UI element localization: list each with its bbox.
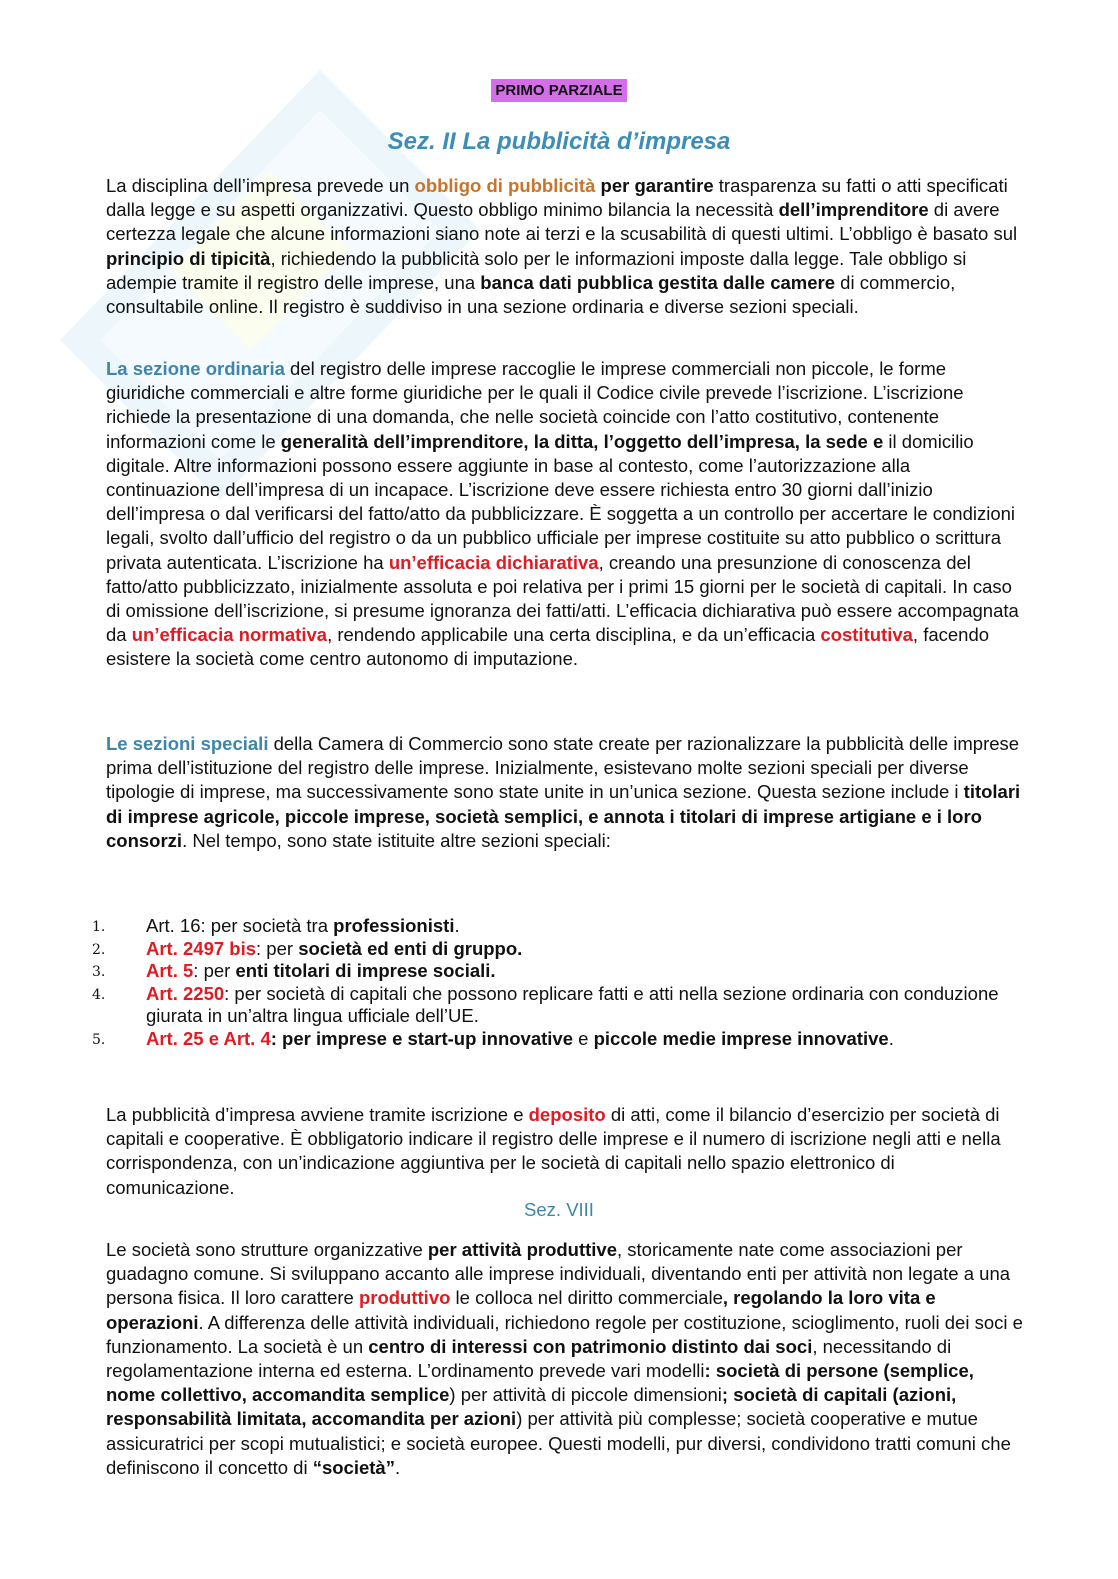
article-ref: Art. 2497 bis [146,937,257,959]
bold-text: banca dati pubblica gestita dalle camere [480,271,836,293]
article-ref: Art. 2250 [146,982,225,1004]
list-number: 4. [92,986,106,1003]
bold-text: ; società di capitali (azioni, responsabilità limitata, accomandita per azioni [106,1384,957,1430]
text: : per società di capitali che possono replicare fatti e atti nella sezione ordinaria con conduzione giurata in un’altra lingua ufficiale dell’UE. [146,982,999,1026]
text: La pubblicità d’impresa avviene tramite iscrizione e [106,1104,529,1125]
section-heading-viii: Sez. VIII [524,1199,594,1220]
text: le colloca nel diritto commerciale [450,1287,723,1309]
bold-text: titolari di imprese agricole, piccole imprese, società semplici, e annota i titolari di imprese artigiane e i loro consorzi [106,781,1021,851]
bold-text: , regolando la loro vita e operazioni [106,1287,936,1333]
bold-text: professionisti [333,915,455,936]
bold-text: enti titolari di imprese sociali. [235,960,496,981]
article-ref: Art. 25 e Art. 4 [146,1027,271,1049]
list-item [0,915,1030,938]
bold-text: principio di tipicità [106,247,271,269]
article-ref: Art. 16 [146,915,201,936]
text: . Nel tempo, sono state istituite altre sezioni speciali: [182,829,611,851]
bold-text: centro di interessi con patrimonio distinto dai soci [368,1335,813,1357]
text: . A differenza delle attività individuali, richiedono regole per costituzione, scioglimento, ruoli dei soci e funzionamento. La società è un [106,1311,1023,1357]
bold-text: piccole medie imprese innovative [593,1027,889,1049]
highlight-obbligo: obbligo di pubblicità [414,175,596,196]
bold-text: : società di persone (semplice, nome collettivo, accomandita semplice [106,1360,974,1406]
article-ref: Art. 5 [146,960,194,981]
text: ) per attività più complesse; società cooperative e mutue assicuratrici per scopi mutualistici; e società europee. Questi modelli, pur diversi, condividono tratti comuni che definiscono il concetto di [106,1408,1011,1478]
text: della Camera di Commercio sono state create per razionalizzare la pubblicità delle imprese prima dell’istituzione del registro delle imprese. Inizialmente, esistevano molte sezioni speciali per diverse tipologie di imprese, ma successivamente sono state unite in un’unica sezione. Questa sezione include i [106,733,1020,803]
highlight-red: un’efficacia dichiarativa [388,551,599,573]
paragraph-sezioni-speciali [106,732,1024,853]
text: del registro delle imprese raccoglie le imprese commerciali non piccole, le forme giuridiche commerciali e altre forme giuridiche per le quali il Codice civile prevede l’iscrizione. L’iscrizione richiede la presentazione di una domanda, che nelle società coincide con l’atto costitutivo, contenente informazioni come le [106,358,964,452]
text: , necessitando di regolamentazione interna ed esterna. L’ordinamento prevede vari modelli [106,1335,952,1382]
articles-list [0,915,1030,1050]
bold-text: società ed enti di gruppo. [298,937,523,959]
text: . [394,1456,401,1478]
text: , creando una presunzione di conoscenza del fatto/atto pubblicizzato, inizialmente assoluta e poi relativa per i primi 15 giorni per le società di capitali. In caso di omissione dell’iscrizione, si presume ignoranza dei fatti/atti. L’efficacia dichiarativa può essere accompagnata da [106,551,1019,646]
text: trasparenza su fatti o atti specificati dalla legge e su aspetti organizzativi. Questo obbligo minimo bilancia la necessità [106,175,1008,221]
text: di avere certezza legale che alcune informazioni siano note ai terzi e la scusabilità di questi ultimi. L’obbligo è basato sul [106,199,1018,245]
text: di atti, come il bilancio d’esercizio per società di capitali e cooperative. È obbligatorio indicare il registro delle imprese e il numero di iscrizione negli atti e nella corrispondenza, con un’indicazione aggiuntiva per le società di capitali nello spazio elettronico di comunicazione. [106,1104,1001,1198]
highlight-red: produttivo [358,1287,451,1309]
paragraph-intro [106,174,1024,319]
text: il domicilio digitale. Altre informazioni possono essere aggiunte in base al contesto, come l’autorizzazione alla continuazione dell’impresa di un incapace. L’iscrizione deve essere richiesta entro 30 giorni dall’inizio dell’impresa o dal verificarsi del fatto/atto da pubblicizzare. È soggetta a un controllo per accertare le condizioni legali, svolto dall’ufficio del registro o da un pubblico ufficiale per imprese costituite su atto pubblico o scrittura privata autenticata. L’iscrizione ha [106,430,1016,573]
paragraph-societa [106,1238,1024,1480]
text: : per [193,960,236,981]
text: e [573,1027,594,1049]
text: La disciplina dell’impresa prevede un [106,175,415,196]
list-item [0,1028,1030,1051]
list-item [0,938,1030,961]
highlight-red: costitutiva [820,624,913,646]
paragraph-sezione-ordinaria [106,357,1024,672]
list-number: 3. [92,964,106,980]
text: . [888,1027,894,1049]
highlight-heading: La sezione ordinaria [106,358,285,379]
paragraph-deposito [106,1103,1024,1200]
text: , rendendo applicabile una certa disciplina, e da un’efficacia [327,624,821,646]
text: ) per attività di piccole dimensioni [449,1384,722,1406]
list-item [0,960,1030,983]
bold-text: “società” [312,1456,395,1478]
bold-text: per garantire [600,175,714,196]
list-number: 2. [92,941,106,958]
list-number: 5. [92,1031,106,1048]
text: Le società sono strutture organizzative [106,1239,428,1260]
text: : per società tra [200,915,334,936]
bold-text: generalità dell’imprenditore, la ditta, l’oggetto dell’impresa, la sede e [280,430,884,452]
bold-text: per attività produttive [427,1239,618,1260]
highlight-heading: Le sezioni speciali [106,733,269,754]
section-label: PRIMO PARZIALE [491,79,626,102]
label-wrap [0,79,1118,102]
text: , facendo esistere la società come centro autonomo di imputazione. [106,624,990,670]
text: : per [256,937,299,959]
text: , richiedendo la pubblicità solo per le informazioni imposte dalla legge. Tale obbligo si adempie tramite il registro delle imprese, una [106,247,967,293]
bold-text: dell’imprenditore [778,199,929,221]
page-title: Sez. II La pubblicità d’impresa [387,128,731,155]
text: di commercio, consultabile online. Il registro è suddiviso in una sezione ordinaria e diverse sezioni speciali. [106,271,956,318]
list-number: 1. [92,919,106,935]
highlight-red: un’efficacia normativa [131,624,328,646]
bold-text: : per imprese e start-up innovative [270,1027,574,1049]
list-item [0,983,1030,1028]
text: , storicamente nate come associazioni per guadagno comune. Si sviluppano accanto alle imprese individuali, diventando enti per attività non legate a una persona fisica. Il loro carattere [106,1239,1011,1309]
text: . [454,915,460,936]
highlight-red: deposito [528,1104,606,1125]
